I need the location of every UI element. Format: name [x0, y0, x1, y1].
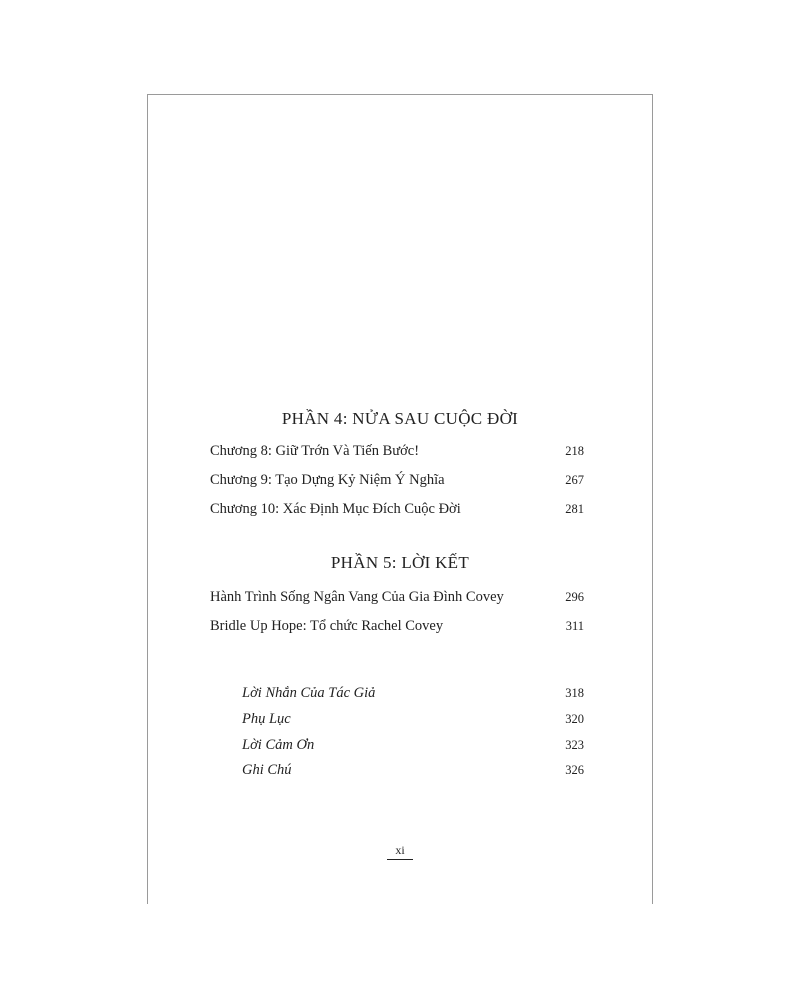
backmatter-entry: [242, 711, 584, 728]
toc-entry: [210, 618, 584, 635]
toc-entry-page: 296: [565, 590, 584, 604]
backmatter-entry-title: Ghi Chú: [242, 762, 292, 778]
backmatter-entry: [242, 685, 584, 702]
toc-entry-title: Chương 8: Giữ Trớn Và Tiến Bước!: [210, 443, 420, 459]
page-number-footer: [148, 843, 652, 860]
toc-entry: [210, 443, 584, 460]
backmatter-entry-page: 323: [565, 738, 584, 752]
toc-entry-title: Chương 10: Xác Định Mục Đích Cuộc Đời: [210, 501, 461, 517]
book-page: [147, 94, 653, 904]
toc-entry: [210, 472, 584, 489]
part4-heading: PHẦN 4: NỬA SAU CUỘC ĐỜI: [281, 409, 519, 428]
part5-heading: PHẦN 5: LỜI KẾT: [330, 553, 470, 572]
folio-number: xi: [387, 843, 412, 860]
backmatter-entry-title: Phụ Lục: [242, 711, 291, 727]
toc-entry-page: 281: [565, 502, 584, 516]
backmatter-entry-title: Lời Nhắn Của Tác Giả: [242, 685, 376, 701]
toc-entry-page: 311: [565, 619, 584, 633]
backmatter-entry-page: 318: [565, 686, 584, 700]
toc-entry-page: 267: [565, 473, 584, 487]
backmatter-entry-page: 326: [565, 763, 584, 777]
toc-entry: [210, 589, 584, 606]
toc-entry-title: Bridle Up Hope: Tổ chức Rachel Covey: [210, 618, 444, 634]
toc-entry: [210, 501, 584, 518]
toc-entry-page: 218: [565, 444, 584, 458]
backmatter-entry: [242, 762, 584, 779]
toc-entry-title: Chương 9: Tạo Dựng Kỷ Niệm Ý Nghĩa: [210, 472, 445, 488]
backmatter-entry: [242, 737, 584, 754]
backmatter-entry-title: Lời Cảm Ơn: [242, 737, 315, 753]
backmatter-entry-page: 320: [565, 712, 584, 726]
toc-entry-title: Hành Trình Sống Ngân Vang Của Gia Đình Covey: [210, 589, 504, 605]
